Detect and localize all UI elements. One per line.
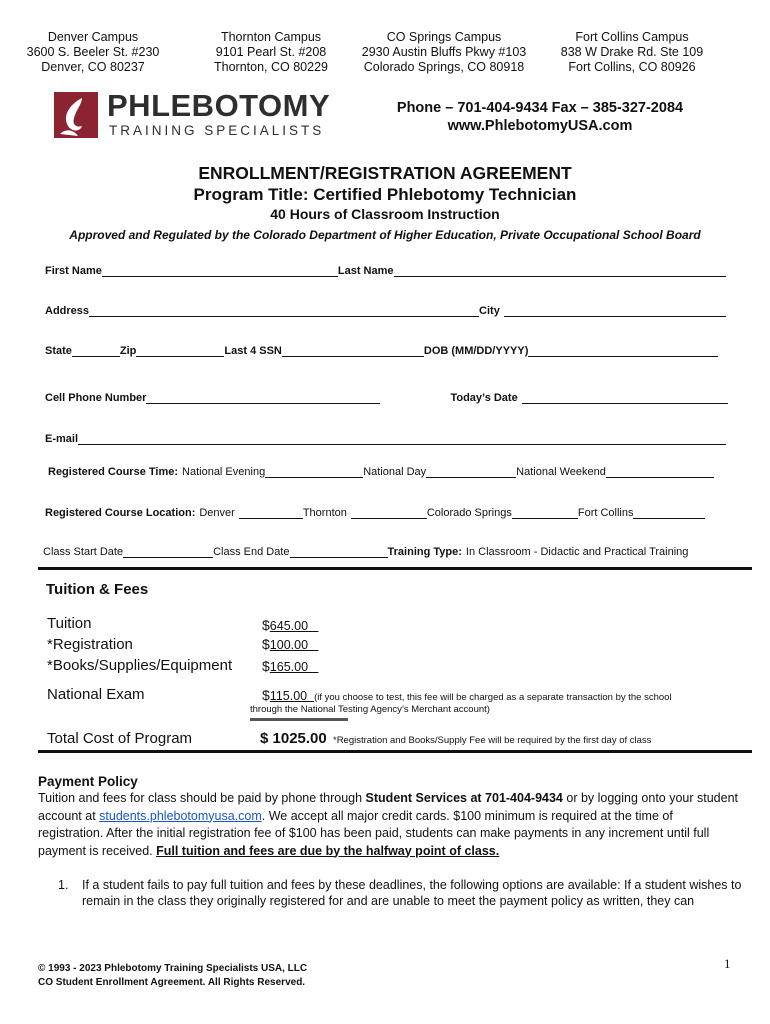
currency-symbol: $ <box>262 658 270 674</box>
last-name-field[interactable] <box>394 266 726 277</box>
exam-note: (if you choose to test, this fee will be charged as a separate transaction by the school <box>314 692 672 703</box>
email-field[interactable] <box>78 434 726 445</box>
campus-name: Denver Campus <box>47 30 139 44</box>
total-cost-amount: $ 1025.00 <box>260 730 327 747</box>
policy-list-item <box>58 877 748 909</box>
tuition-fees-title: Tuition & Fees <box>46 581 149 598</box>
total-cost-note: *Registration and Books/Supply Fee will be required by the first day of class <box>333 735 652 746</box>
payment-policy-text <box>38 790 738 860</box>
dob-label: DOB (MM/DD/YYYY) <box>423 345 529 357</box>
thornton-field[interactable] <box>351 508 427 519</box>
state-field[interactable] <box>72 346 120 357</box>
section-divider <box>38 750 752 753</box>
campus-street: 3600 S. Beeler St. #230 <box>26 45 160 59</box>
address-row <box>45 305 735 317</box>
amount-value: 645.00 <box>269 619 309 633</box>
currency-symbol: $ <box>262 687 270 703</box>
campus-fort-collins <box>547 30 717 75</box>
policy-deadline: Full tuition and fees are due by the halfway point of class. <box>156 843 500 858</box>
fee-amount-exam <box>262 687 672 703</box>
currency-symbol: $ <box>262 636 270 652</box>
class-start-label: Class Start Date <box>43 546 124 558</box>
option-national-evening: National Evening <box>182 466 266 478</box>
option-national-weekend: National Weekend <box>516 466 606 478</box>
campus-thornton <box>186 30 356 75</box>
course-location-row <box>45 507 735 519</box>
approval-statement: Approved and Regulated by the Colorado Department of Higher Education, Private Occupational School Board <box>69 228 701 242</box>
contact-info <box>330 99 750 135</box>
campus-name: Thornton Campus <box>220 30 322 44</box>
national-weekend-field[interactable] <box>606 467 714 478</box>
option-denver: Denver <box>199 507 235 519</box>
fee-label-books: *Books/Supplies/Equipment <box>47 657 233 674</box>
campus-city: Colorado Springs, CO 80918 <box>363 60 525 74</box>
fee-label-tuition: Tuition <box>47 615 92 632</box>
fee-amount-tuition <box>262 617 318 633</box>
course-location-label: Registered Course Location: <box>45 507 196 519</box>
city-field[interactable] <box>504 306 726 317</box>
national-evening-field[interactable] <box>265 467 363 478</box>
dob-field[interactable] <box>528 346 718 357</box>
copyright: © 1993 - 2023 Phlebotomy Training Specialists USA, LLC <box>38 963 308 974</box>
first-name-label: First Name <box>45 265 102 277</box>
campus-co-springs <box>359 30 529 75</box>
campus-city: Thornton, CO 80229 <box>214 60 328 74</box>
logo-mark-icon <box>52 90 100 140</box>
zip-field[interactable] <box>136 346 224 357</box>
website[interactable]: www.PhlebotomyUSA.com <box>447 118 633 134</box>
colorado-springs-field[interactable] <box>512 508 578 519</box>
campus-city: Fort Collins, CO 80926 <box>568 60 696 74</box>
address-field[interactable] <box>89 306 479 317</box>
rights-reserved: CO Student Enrollment Agreement. All Rights Reserved. <box>38 977 306 988</box>
total-cost-label: Total Cost of Program <box>47 730 193 747</box>
ssn-field[interactable] <box>282 346 424 357</box>
fee-amount-registration <box>262 636 318 652</box>
policy-text: . We accept all major credit cards. $100 minimum is required at the time of registration. After the initial registration fee of $100 has been paid, students can make payments in any increment until full payment is received. <box>38 808 710 858</box>
zip-label: Zip <box>119 345 137 357</box>
campus-name: CO Springs Campus <box>386 30 502 44</box>
hours-subtitle: 40 Hours of Classroom Instruction <box>270 206 500 222</box>
currency-symbol: $ <box>262 617 270 633</box>
fee-label-registration: *Registration <box>47 636 133 653</box>
exam-note-continued: through the National Testing Agency’s Merchant account) <box>250 704 490 715</box>
course-time-label: Registered Course Time: <box>48 466 179 478</box>
section-divider <box>38 567 752 570</box>
campus-street: 9101 Pearl St. #208 <box>215 45 327 59</box>
campus-city: Denver, CO 80237 <box>41 60 145 74</box>
list-text: If a student fails to pay full tuition and fees by these deadlines, the following options are available: If a student wishes to remain in the class they originally registered for and are unable to meet the payment policy as written, they can <box>82 878 742 908</box>
student-services-phone: Student Services at 701-404-9434 <box>365 791 563 805</box>
amount-value: 115.00 <box>269 689 308 703</box>
option-thornton: Thornton <box>302 507 347 519</box>
training-type-value: In Classroom - Didactic and Practical Training <box>465 546 689 558</box>
policy-text: Tuition and fees for class should be paid by phone through <box>38 791 366 805</box>
footer <box>38 962 307 990</box>
city-label: City <box>479 305 500 317</box>
phone-fax: Phone – 701-404-9434 Fax – 385-327-2084 <box>396 100 684 116</box>
email-row <box>45 433 735 445</box>
fort-collins-field[interactable] <box>633 508 705 519</box>
cell-phone-field[interactable] <box>146 393 380 404</box>
todays-date-label: Today’s Date <box>450 392 518 404</box>
policy-text: or by logging onto your student account at <box>38 791 739 823</box>
campus-street: 838 W Drake Rd. Ste 109 <box>560 45 704 59</box>
fee-amount-books <box>262 658 318 674</box>
campus-denver <box>8 30 178 75</box>
state-row <box>45 345 735 357</box>
option-fort-collins: Fort Collins <box>577 507 634 519</box>
class-end-field[interactable] <box>290 547 388 558</box>
program-title: Program Title: Certified Phlebotomy Technician <box>193 185 577 204</box>
class-start-field[interactable] <box>123 547 213 558</box>
option-colorado-springs: Colorado Springs <box>426 507 512 519</box>
cell-phone-label: Cell Phone Number <box>45 392 147 404</box>
agreement-title: ENROLLMENT/REGISTRATION AGREEMENT <box>198 163 572 183</box>
payment-policy-title: Payment Policy <box>38 774 138 789</box>
campus-street: 2930 Austin Bluffs Pkwy #103 <box>361 45 527 59</box>
state-label: State <box>45 345 72 357</box>
fee-label-exam: National Exam <box>47 686 145 703</box>
national-day-field[interactable] <box>426 467 516 478</box>
list-number: 1. <box>58 878 69 892</box>
page-number: 1 <box>724 956 731 971</box>
first-name-field[interactable] <box>102 266 338 277</box>
email-label: E-mail <box>45 433 79 445</box>
amount-value: 165.00 <box>269 660 309 674</box>
denver-field[interactable] <box>239 508 303 519</box>
todays-date-field[interactable] <box>522 393 728 404</box>
name-row <box>45 265 735 277</box>
exam-underline <box>250 718 348 721</box>
address-label: Address <box>45 305 90 317</box>
course-time-row <box>48 466 738 478</box>
phone-row <box>45 392 735 404</box>
ssn-label: Last 4 SSN <box>224 345 282 357</box>
class-end-label: Class End Date <box>213 546 290 558</box>
company-logo <box>52 88 331 140</box>
amount-value: 100.00 <box>269 638 309 652</box>
logo-tagline: TRAINING SPECIALISTS <box>109 123 325 138</box>
training-type-label: Training Type: <box>387 546 462 558</box>
student-account-link[interactable]: students.phlebotomyusa.com <box>99 808 262 823</box>
class-dates-row <box>43 546 733 558</box>
campus-name: Fort Collins Campus <box>575 30 689 44</box>
logo-wordmark: PHLEBOTOMY <box>107 88 331 123</box>
option-national-day: National Day <box>363 466 427 478</box>
last-name-label: Last Name <box>337 265 394 277</box>
